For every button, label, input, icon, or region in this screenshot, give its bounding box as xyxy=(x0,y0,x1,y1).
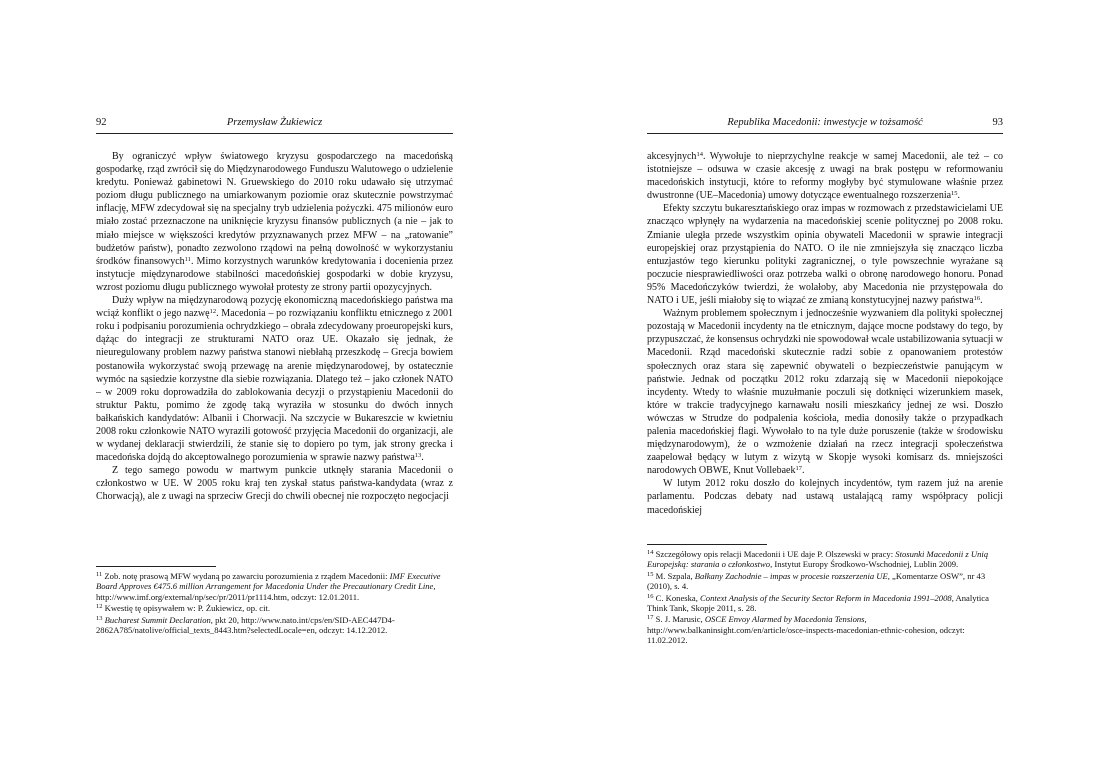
paragraph: W lutym 2012 roku doszło do kolejnych incydentów, tym razem już na arenie parlamentu. Podczas debaty nad ustawą ustalającą ramy współpracy policji macedońskiej xyxy=(647,478,1003,516)
right-page-header xyxy=(647,117,1003,134)
paragraph: Ważnym problemem społecznym i jednocześnie wyzwaniem dla polityki społecznej pozostają w Macedonii incydenty na tle etnicznym, dające mocne podstawy do tego, by przypuszczać, że konsensus ochrydzki nie spowodował wcale ustabilizowania sytuacji w Macedonii. Rząd macedoński skutecznie radzi sobie z opanowaniem protestów społecznych oraz stara się zapewnić obywateli o bezpieczeństwie panującym w państwie. Jednak od początku 2012 roku zdarzają się w Macedonii niepokojące incydenty. Wtedy to właśnie muzułmanie poczuli się dotknięci wizerunkiem masek, które w trakcie tradycyjnego karnawału nosili mieszkańcy jednej ze wsi. Doszło wówczas w Strudze do podpalenia kościoła, media donosiły także o przypadkach palenia macedońskiej flagi. Wywołało to na tyle duże poruszenie (także w środowisku międzynarodowym), że o wzmożenie działań na rzecz integracji społeczeństwa zaapelował będący w lutym z wizytą w Skopje wysoki komisarz ds. mniejszości narodowych OBWE, Knut Vollebaek$^{17}$. xyxy=(647,308,1003,477)
footnotes xyxy=(647,549,1003,647)
footnote: $^{11}$ Zob. notę prasową MFW wydaną po zawarciu porozumienia z rządem Macedonii: IMF Executive Board Approves €475.6 million Arrangement for Macedonia Under the Precautionary Credit Line, http://www.imf.org/external/np/sec/pr/2011/pr1114.htm, odczyt: 12.01.2011. xyxy=(96,571,441,602)
paragraph: Duży wpływ na międzynarodową pozycję ekonomiczną macedońskiego państwa ma wciąż konflikt o jego nazwę$^{12}$. Macedonia – po rozwiązaniu konfliktu etnicznego z 2001 roku i podpisaniu porozumienia ochrydzkiego – obrała zdecydowany proeuropejski kurs, dążąc do integracji ze strukturami NATO oraz UE. Okazało się jednak, że nieuregulowany problem nazwy państwa stanowi niebłahą przeszkodę – Grecja bowiem postanowiła wykorzystać swoją przewagę na arenie międzynarodowej, by ostatecznie wymóc na sąsiedzie korzystne dla siebie rozwiązania. Dlatego też – jako członek NATO – w 2009 roku doprowadziła do zablokowania decyzji o przystąpieniu Macedonii do struktur Paktu, pomimo że zgodę taką wyraziła w stosunku do dwóch innych bałkańskich kandydatów: Albanii i Chorwacji. Na szczycie w Bukareszcie w kwietniu 2008 roku członkowie NATO wyrazili gotowość przyjęcia Macedonii do organizacji, ale w wydanej deklaracji stwierdzili, że stanie się to dopiero po tym, jak strony grecka i macedońska dojdą do akceptowalnego porozumienia w sprawie nazwy państwa$^{13}$. xyxy=(96,295,454,464)
footnote-divider xyxy=(647,544,767,545)
footnote-ref: 17 xyxy=(795,465,802,473)
footnote-ref: 15 xyxy=(951,190,958,198)
footnote-ref: 13 xyxy=(414,452,422,460)
running-head-author: Przemysław Żukiewicz xyxy=(226,117,323,128)
left-page-header xyxy=(96,117,453,134)
footnote-ref: 12 xyxy=(209,308,217,316)
left-page-body xyxy=(96,150,453,504)
footnote-ref: 11 xyxy=(184,255,191,263)
paragraph: akcesyjnych$^{14}$. Wywołuje to nieprzychylne reakcje w samej Macedonii, ale też – co istotniejsze – odsuwa w czasie akcesję z uwagi na brak postępu w reformowaniu macedońskich instytucji, które to reformy mogłyby być stymulowane właśnie przez dwustronne (UE–Macedonia) umowy dotyczące ewentualnego rozszerzenia$^{15}$. xyxy=(647,151,1003,202)
footnote-ref: 16 xyxy=(973,295,981,303)
footnote: $^{17}$ S. J. Marusic, OSCE Envoy Alarmed by Macedonia Tensions, http://www.balkaninsight.com/en/article/osce-inspects-macedonian-ethnic-cohesion, odczyt: 11.02.2012. xyxy=(647,614,965,646)
footnote: $^{14}$ Szczegółowy opis relacji Macedonii i UE daje P. Olszewski w pracy: Stosunki Macedonii z Unią Europejską: starania o członkostwo, Instytut Europy Środkowo-Wschodniej, Lublin 2009. xyxy=(647,549,989,570)
footnote-ref: 14 xyxy=(696,151,703,158)
footnote: $^{12}$ Kwestię tę opisywałem w: P. Żukiewicz, op. cit. xyxy=(96,603,271,614)
right-page xyxy=(550,0,1100,778)
footnotes xyxy=(96,571,453,636)
page-number: 92 xyxy=(96,117,107,128)
page-number: 93 xyxy=(992,117,1003,128)
running-head-title: Republika Macedonii: inwestycje w tożsamość xyxy=(727,117,923,128)
paragraph: Efekty szczytu bukaresztańskiego oraz impas w rozmowach z przedstawicielami UE znacząco wpłynęły na wydarzenia na macedońskiej scenie politycznej po 2008 roku. Zmianie uległa przede wszystkim opinia obywateli Macedonii w sprawie integracji europejskiej oraz przystąpienia do NATO. O ile nie zmniejszyła się znacząco liczba entuzjastów tego kierunku polityki zagranicznej, o tyle powszechnie wyrażane są poczucie niesprawiedliwości oraz potrzeba walki o obronę narodowego honoru. Ponad 95% Macedończyków twierdzi, że wolałoby, aby Macedonia nie przystępowała do NATO i UE, jeśli miałoby się to wiązać ze zmianą konstytucyjnej nazwy państwa$^{16}$. xyxy=(647,203,1003,307)
paragraph: Z tego samego powodu w martwym punkcie utknęły starania Macedonii o członkostwo w UE. W 2005 roku kraj ten zyskał status państwa-kandydata (wraz z Chorwacją), ale z uwagi na sprzeciw Grecji do chwili obecnej nie rozpoczęto negocjacji xyxy=(96,465,453,503)
footnote: $^{16}$ C. Koneska, Context Analysis of the Security Sector Reform in Macedonia 1991–2008, Analytica Think Tank, Skopje 2011, s. 28. xyxy=(647,592,989,614)
footnote-divider xyxy=(96,566,216,567)
footnote: $^{13}$ Bucharest Summit Declaration, pkt 20, http://www.nato.int/cps/en/SID-AEC447D4-2862A785/natolive/official_texts_8443.htm?selectedLocale=en, odczyt: 14.12.2012. xyxy=(96,614,395,636)
paragraph: By ograniczyć wpływ światowego kryzysu gospodarczego na macedońską gospodarkę, rząd zwrócił się do Międzynarodowego Funduszu Walutowego o udzielenie kredytu. Ponieważ gabinetowi N. Gruewskiego do 2010 roku udawało się utrzymać poziom długu publicznego na umiarkowanym poziomie oraz skutecznie powstrzymać inflację, MFW zdecydował się na specjalny tryb udzielenia pożyczki. 475 milionów euro miało zostać przeznaczone na uniknięcie kryzysu finansów publicznych (a nie – jak to miało miejsce w większości kredytów przyznawanych przez MFW – na „ratowanie” budżetów państw), ponadto zezwolono rządowi na pełną dowolność w wykorzystaniu środków finansowych$^{11}$. Mimo korzystnych warunków kredytowania i docenienia przez instytucje międzynarodowe stabilności macedońskiej gospodarki w dobie kryzysu, wzrost poziomu długu publicznego wywołał protesty ze strony partii opozycyjnych. xyxy=(96,151,453,293)
footnote: $^{15}$ M. Szpala, Bałkany Zachodnie – impas w procesie rozszerzenia UE, „Komentarze OSW”, nr 43 (2010), s. 4. xyxy=(647,570,986,592)
right-page-body xyxy=(647,150,1003,517)
